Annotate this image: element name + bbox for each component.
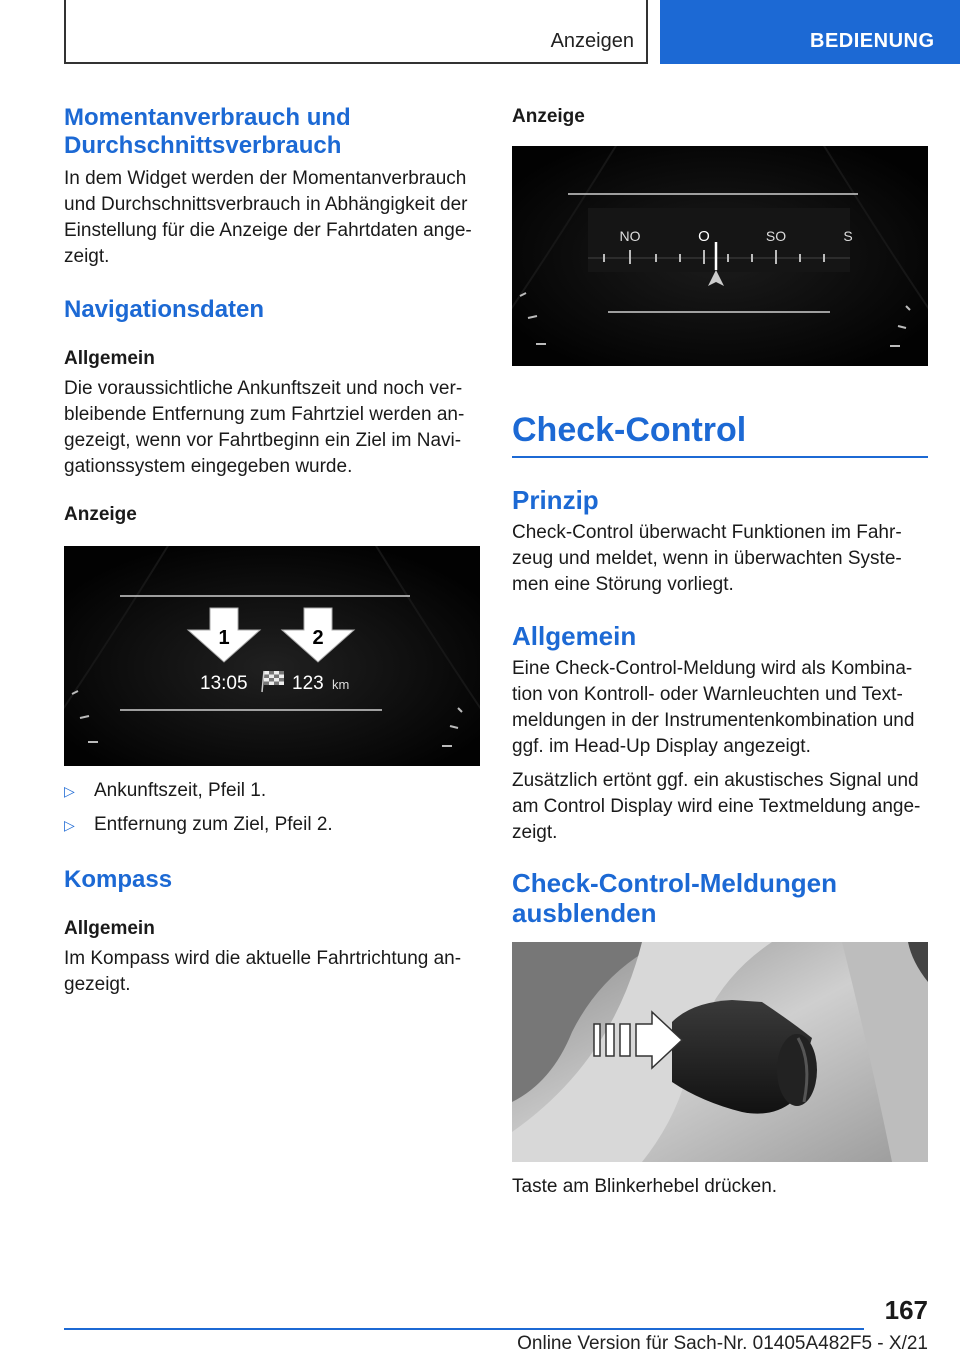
- turn-signal-lever-image: [512, 942, 928, 1162]
- subheading-compass-display: Anzeige: [512, 106, 585, 127]
- distance-value: 123: [292, 673, 324, 694]
- heading-principle: Prinzip: [512, 485, 599, 515]
- bullet-list: [64, 778, 480, 838]
- heading-consumption: Momentanverbrauch und Durchschnittsverbrauch: [64, 104, 351, 159]
- paragraph-compass-general: Im Kompass wird die aktuelle Fahrtrichtung angezeigt.: [64, 948, 462, 995]
- paragraph-principle: Check-Control überwacht Funktionen im Fahrzeug und meldet, wenn in überwachten Systemen eine Störung vorliegt.: [512, 522, 902, 595]
- header-section-title: Anzeigen: [550, 30, 634, 52]
- compass-display-image: [512, 146, 928, 366]
- compass-label-o: O: [698, 228, 710, 245]
- turn-signal-lever-graphic: [512, 942, 928, 1162]
- compass-label-so: SO: [765, 228, 787, 244]
- footer-online-version: Online Version für Sach-Nr. 01405A482F5 - X/21: [517, 1333, 928, 1354]
- compass-label-s: S: [843, 228, 853, 244]
- heading-compass: Kompass: [64, 866, 173, 893]
- heading-check-control: Check-Control: [512, 410, 928, 458]
- subheading-nav-display: Anzeige: [64, 504, 137, 525]
- left-column: [64, 104, 480, 998]
- paragraph-consumption: In dem Widget werden der Momentanverbrauch und Durchschnittsverbrauch in Abhängigkeit der Einstellung für die Anzeige der Fahrtdaten angezeigt.: [64, 168, 472, 267]
- subheading-compass-general: Allgemein: [64, 918, 155, 939]
- arrow-1-number: 1: [218, 627, 230, 649]
- arrow-2-number: 2: [312, 627, 324, 649]
- caption-hide-messages: Taste am Blinkerhebel drücken.: [512, 1176, 778, 1197]
- list-item: ▷ Entfernung zum Ziel, Pfeil 2.: [64, 812, 480, 838]
- paragraph-nav-general: Die voraussichtliche Ankunftszeit und noch verbleibende Entfernung zum Fahrtziel werden angezeigt, wenn vor Fahrtbeginn ein Ziel im Navigationssystem eingegeben wurde.: [64, 378, 465, 477]
- compass-label-no: NO: [619, 228, 641, 244]
- heading-hide-messages: Check-Control-Meldungen ausblenden: [512, 868, 837, 928]
- subheading-nav-general: Allgemein: [64, 348, 155, 369]
- header-chapter-tab: BEDIENUNG: [660, 0, 960, 64]
- navigation-display-graphic: [64, 546, 480, 766]
- paragraph-general-2: Zusätzlich ertönt ggf. ein akustisches Signal und am Control Display wird eine Textmeldung angezeigt.: [512, 770, 921, 843]
- paragraph-general-1: Eine Check-Control-Meldung wird als Kombination von Kontroll- oder Warnleuchten und Textmeldungen in der Instrumentenkombination und ggf. im Head-Up Display angezeigt.: [512, 658, 915, 757]
- list-item: ▷ Ankunftszeit, Pfeil 1.: [64, 778, 480, 804]
- compass-display-graphic: [512, 146, 928, 366]
- arrival-time-value: 13:05: [200, 673, 248, 694]
- page-number: 167: [884, 1295, 928, 1325]
- right-column: [512, 104, 928, 1200]
- distance-unit: km: [332, 677, 350, 692]
- navigation-display-image: [64, 546, 480, 766]
- footer-divider: [64, 1328, 864, 1330]
- heading-navigation: Navigationsdaten: [64, 296, 265, 323]
- heading-general: Allgemein: [512, 621, 637, 651]
